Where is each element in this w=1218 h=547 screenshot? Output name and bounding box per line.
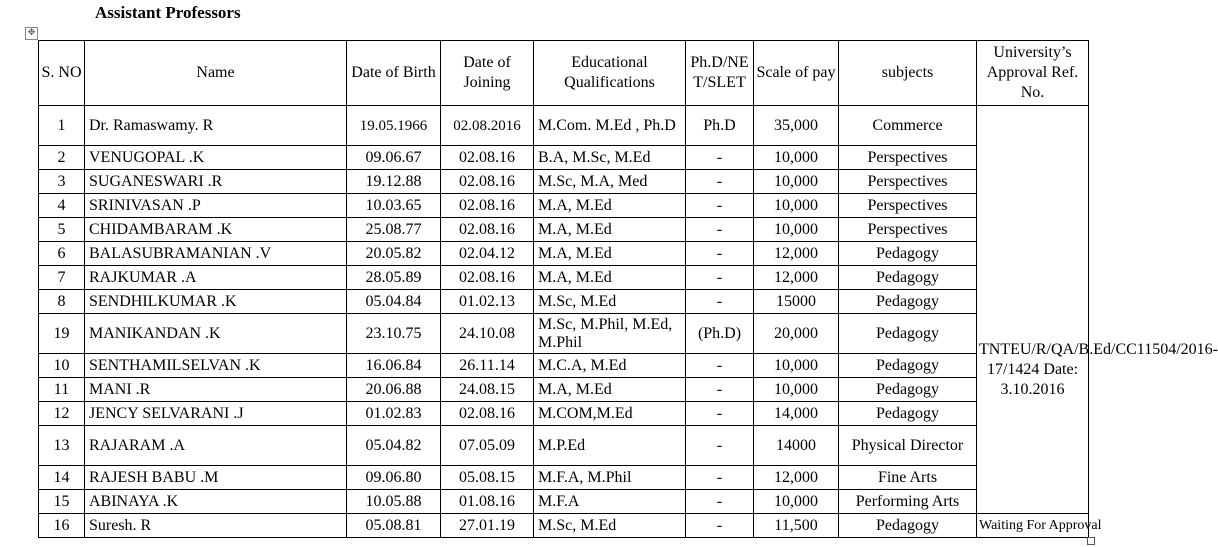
row-qualifications: M.A, M.Ed [534,242,686,266]
row-phd: - [686,218,754,242]
row-dob: 09.06.67 [347,146,441,170]
row-phd: - [686,170,754,194]
row-dob: 23.10.75 [347,314,441,354]
row-dob: 10.03.65 [347,194,441,218]
row-sno: 1 [39,106,85,146]
row-phd: Ph.D [686,106,754,146]
row-sno: 10 [39,354,85,378]
row-phd: - [686,354,754,378]
row-subject: Pedagogy [839,378,977,402]
row-sno: 16 [39,514,85,538]
row-qualifications: M.Sc, M.A, Med [534,170,686,194]
row-phd: - [686,242,754,266]
row-doj: 27.01.19 [441,514,534,538]
row-dob: 16.06.84 [347,354,441,378]
staff-table [38,40,1218,538]
row-name: Suresh. R [85,514,347,538]
row-name: SENDHILKUMAR .K [85,290,347,314]
row-doj: 02.04.12 [441,242,534,266]
row-pay: 10,000 [754,146,839,170]
table-row [39,314,1089,354]
row-phd: - [686,514,754,538]
row-phd: - [686,378,754,402]
row-dob: 19.05.1966 [347,106,441,146]
row-subject: Pedagogy [839,266,977,290]
row-pay: 15000 [754,290,839,314]
row-subject: Pedagogy [839,514,977,538]
row-name: RAJARAM .A [85,426,347,466]
row-subject: Performing Arts [839,490,977,514]
table-row [39,146,1089,170]
table-row [39,266,1089,290]
row-dob: 25.08.77 [347,218,441,242]
header-phd-net-slet: Ph.D/NET/SLET [686,41,754,106]
table-row [39,490,1089,514]
row-doj: 02.08.16 [441,266,534,290]
row-sno: 19 [39,314,85,354]
row-phd: - [686,490,754,514]
row-phd: - [686,466,754,490]
row-dob: 20.05.82 [347,242,441,266]
row-phd: - [686,146,754,170]
row-sno: 7 [39,266,85,290]
row-subject: Perspectives [839,146,977,170]
table-move-handle-icon[interactable]: ✥ [25,27,38,40]
table-row [39,514,1089,538]
row-doj: 24.10.08 [441,314,534,354]
row-subject: Pedagogy [839,402,977,426]
row-pay: 14000 [754,426,839,466]
row-doj: 02.08.16 [441,194,534,218]
header-doj: Date of Joining [441,41,534,106]
row-qualifications: M.A, M.Ed [534,266,686,290]
row-pay: 10,000 [754,378,839,402]
row-pay: 12,000 [754,242,839,266]
row-phd: - [686,426,754,466]
row-qualifications: M.C.A, M.Ed [534,354,686,378]
row-subject: Pedagogy [839,314,977,354]
row-qualifications: M.COM,M.Ed [534,402,686,426]
row-phd: - [686,266,754,290]
row-subject: Physical Director [839,426,977,466]
row-subject: Pedagogy [839,242,977,266]
row-qualifications: M.Com. M.Ed , Ph.D [534,106,686,146]
table-header-row [39,41,1089,106]
row-doj: 02.08.2016 [441,106,534,146]
row-sno: 12 [39,402,85,426]
row-qualifications: M.A, M.Ed [534,194,686,218]
table-resize-handle[interactable] [1087,537,1095,545]
row-pay: 10,000 [754,170,839,194]
row-sno: 13 [39,426,85,466]
row-qualifications: M.Sc, M.Ed [534,290,686,314]
row-dob: 01.02.83 [347,402,441,426]
row-doj: 02.08.16 [441,170,534,194]
row-qualifications: M.A, M.Ed [534,378,686,402]
row-dob: 05.04.82 [347,426,441,466]
row-qualifications: M.A, M.Ed [534,218,686,242]
header-sno: S. NO [39,41,85,106]
table-row [39,466,1089,490]
row-dob: 09.06.80 [347,466,441,490]
row-qualifications: M.F.A, M.Phil [534,466,686,490]
table-row [39,402,1089,426]
header-qualifications: Educational Qualifications [534,41,686,106]
row-pay: 12,000 [754,266,839,290]
row-doj: 05.08.15 [441,466,534,490]
row-doj: 02.08.16 [441,146,534,170]
row-pay: 10,000 [754,354,839,378]
row-doj: 01.02.13 [441,290,534,314]
row-qualifications: M.F.A [534,490,686,514]
row-dob: 05.08.81 [347,514,441,538]
row-pay: 10,000 [754,194,839,218]
row-doj: 07.05.09 [441,426,534,466]
row-sno: 2 [39,146,85,170]
table-row [39,290,1089,314]
row-sno: 3 [39,170,85,194]
row-name: SENTHAMILSELVAN .K [85,354,347,378]
row-subject: Perspectives [839,218,977,242]
row-phd: - [686,194,754,218]
row-name: MANIKANDAN .K [85,314,347,354]
row-name: SUGANESWARI .R [85,170,347,194]
row-sno: 4 [39,194,85,218]
row-name: CHIDAMBARAM .K [85,218,347,242]
row-pay: 14,000 [754,402,839,426]
table-row [39,218,1089,242]
header-subjects: subjects [839,41,977,106]
row-pay: 12,000 [754,466,839,490]
row-phd: - [686,290,754,314]
row-name: MANI .R [85,378,347,402]
row-name: VENUGOPAL .K [85,146,347,170]
row-name: SRINIVASAN .P [85,194,347,218]
row-pay: 11,500 [754,514,839,538]
approval-status-cell: Waiting For Approval [977,514,1089,538]
header-approval-ref: University’s Approval Ref. No. [977,41,1089,106]
row-sno: 8 [39,290,85,314]
table-row [39,426,1089,466]
row-subject: Commerce [839,106,977,146]
row-name: RAJKUMAR .A [85,266,347,290]
row-pay: 35,000 [754,106,839,146]
row-dob: 20.06.88 [347,378,441,402]
header-name: Name [85,41,347,106]
header-dob: Date of Birth [347,41,441,106]
row-doj: 01.08.16 [441,490,534,514]
row-pay: 10,000 [754,490,839,514]
page-title: Assistant Professors [95,3,241,22]
table-row [39,354,1089,378]
row-dob: 05.04.84 [347,290,441,314]
row-qualifications: B.A, M.Sc, M.Ed [534,146,686,170]
row-name: BALASUBRAMANIAN .V [85,242,347,266]
table-row [39,170,1089,194]
row-subject: Perspectives [839,170,977,194]
row-qualifications: M.Sc, M.Phil, M.Ed, M.Phil [534,314,686,354]
row-sno: 11 [39,378,85,402]
row-pay: 10,000 [754,218,839,242]
row-qualifications: M.P.Ed [534,426,686,466]
row-qualifications: M.Sc, M.Ed [534,514,686,538]
table-row [39,242,1089,266]
header-scale-of-pay: Scale of pay [754,41,839,106]
row-subject: Fine Arts [839,466,977,490]
row-dob: 19.12.88 [347,170,441,194]
row-doj: 02.08.16 [441,402,534,426]
row-doj: 26.11.14 [441,354,534,378]
approval-ref-cell: TNTEU/R/QA/B.Ed/CC11504/2016-17/1424 Date: 3.10.2016 [977,106,1089,514]
row-phd: - [686,402,754,426]
row-sno: 14 [39,466,85,490]
row-sno: 15 [39,490,85,514]
row-sno: 5 [39,218,85,242]
row-name: JENCY SELVARANI .J [85,402,347,426]
row-dob: 28.05.89 [347,266,441,290]
table-row [39,194,1089,218]
table-row [39,378,1089,402]
row-name: RAJESH BABU .M [85,466,347,490]
row-subject: Pedagogy [839,290,977,314]
row-doj: 02.08.16 [441,218,534,242]
row-sno: 6 [39,242,85,266]
row-doj: 24.08.15 [441,378,534,402]
row-subject: Pedagogy [839,354,977,378]
row-pay: 20,000 [754,314,839,354]
row-name: Dr. Ramaswamy. R [85,106,347,146]
table-row [39,106,1089,146]
row-dob: 10.05.88 [347,490,441,514]
row-subject: Perspectives [839,194,977,218]
row-name: ABINAYA .K [85,490,347,514]
row-phd: (Ph.D) [686,314,754,354]
